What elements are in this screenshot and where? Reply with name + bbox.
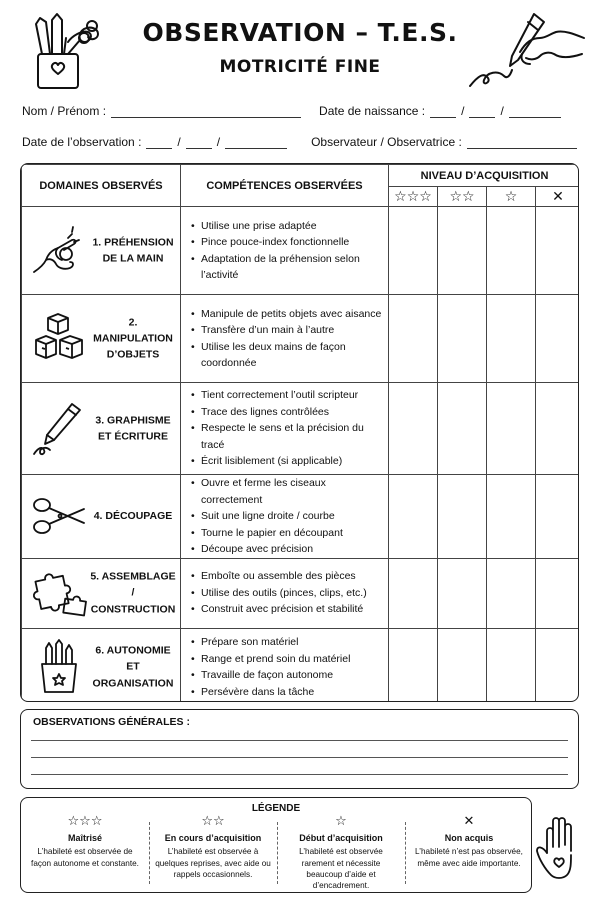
observation-table: [20, 163, 579, 702]
level-cell-beginning[interactable]: [487, 207, 536, 295]
skills-cell: [181, 475, 389, 559]
observer-line[interactable]: [467, 137, 577, 149]
domain-label-line: 2. MANIPULATION: [93, 316, 173, 345]
domain-label-line: ET ÉCRITURE: [97, 430, 168, 443]
level-cell-mastered[interactable]: [389, 475, 438, 559]
legend-item-name: Non acquis: [444, 833, 494, 843]
legend-item-name: Début d’acquisition: [299, 833, 383, 843]
domain-cell: [22, 295, 181, 383]
skills-header: COMPÉTENCES OBSERVÉES: [181, 165, 389, 207]
list-item: • Utilise les deux mains de façon coordonnée: [191, 339, 388, 372]
domain-label: [90, 234, 176, 267]
table-row: [22, 628, 580, 702]
list-item: • Trace des lignes contrôlées: [191, 404, 388, 421]
legend-item-not-acquired: [405, 812, 533, 890]
level-cell-beginning[interactable]: [487, 475, 536, 559]
legend-title: LÉGENDE: [251, 803, 301, 814]
level-cell-beginning[interactable]: [487, 628, 536, 702]
list-item: • Respecte le sens et la précision du tracé: [191, 420, 388, 453]
observation-line[interactable]: [31, 757, 568, 758]
date-separator: /: [216, 135, 221, 149]
domain-cell: [22, 558, 181, 628]
level-cell-mastered[interactable]: [389, 295, 438, 383]
legend-item-beginning: [277, 812, 405, 890]
level-cell-in-progress[interactable]: [438, 475, 487, 559]
level-cell-not-acquired[interactable]: [536, 207, 580, 295]
domain-cell: [22, 207, 181, 295]
level-cell-beginning[interactable]: [487, 558, 536, 628]
puzzle-icon: [30, 564, 88, 622]
observation-line[interactable]: [31, 740, 568, 741]
page-title: OBSERVATION – T.E.S.: [142, 18, 458, 47]
three-stars-icon: ☆☆☆: [67, 813, 103, 828]
list-item: • Écrit lisiblement (si applicable): [191, 453, 388, 470]
level-cell-in-progress[interactable]: [438, 628, 487, 702]
level-header: NIVEAU D’ACQUISITION: [389, 165, 580, 187]
scissors-icon: [30, 487, 88, 545]
name-label: Nom / Prénom :: [22, 104, 107, 118]
birth-date-field[interactable]: [319, 104, 561, 118]
observation-line[interactable]: [31, 774, 568, 775]
name-field[interactable]: [22, 104, 301, 118]
domain-label: [90, 508, 176, 524]
level-cell-in-progress[interactable]: [438, 558, 487, 628]
obs-day-line[interactable]: [146, 137, 172, 149]
observation-date-field[interactable]: [22, 135, 287, 149]
table-row: [22, 558, 580, 628]
identity-row: [22, 104, 582, 118]
birth-year-line[interactable]: [509, 106, 561, 118]
domain-label-line: DE LA MAIN: [102, 252, 164, 265]
legend-box: [20, 797, 532, 893]
legend-item-in-progress: [149, 812, 277, 890]
table-row: [22, 207, 580, 295]
table-row: [22, 383, 580, 475]
domains-header: DOMAINES OBSERVÉS: [22, 165, 181, 207]
table-row: [22, 295, 580, 383]
legend-item-name: En cours d’acquisition: [164, 833, 262, 843]
level-cell-in-progress[interactable]: [438, 295, 487, 383]
skills-cell: [181, 207, 389, 295]
list-item: • Transfère d’un main à l’autre: [191, 322, 388, 339]
domain-label: [90, 569, 176, 618]
observation-date-label: Date de l’observation :: [22, 135, 142, 149]
domain-cell: [22, 628, 181, 702]
level-cell-not-acquired[interactable]: [536, 558, 580, 628]
level-cell-mastered[interactable]: [389, 383, 438, 475]
level-cell-not-acquired[interactable]: [536, 475, 580, 559]
list-item: • Tourne le papier en découpant: [191, 525, 388, 542]
obs-month-line[interactable]: [186, 137, 212, 149]
domain-label: [90, 412, 176, 445]
list-item: • Pince pouce-index fonctionnelle: [191, 234, 388, 251]
two-stars-icon: ☆☆: [201, 813, 225, 828]
list-item: • Tient correctement l’outil scripteur: [191, 387, 388, 404]
level-cell-beginning[interactable]: [487, 383, 536, 475]
pinch-hand-icon: [30, 222, 88, 280]
level-cell-beginning[interactable]: [487, 295, 536, 383]
domain-label: [90, 643, 176, 692]
domain-label-line: 1. PRÉHENSION: [92, 236, 174, 249]
level-cell-mastered[interactable]: [389, 628, 438, 702]
domain-label-line: 6. AUTONOMIE ET: [95, 644, 171, 673]
skills-cell: [181, 383, 389, 475]
observation-row: [22, 135, 582, 149]
level-cell-mastered[interactable]: [389, 207, 438, 295]
list-item: • Ouvre et ferme les ciseaux correctement: [191, 475, 388, 508]
date-separator: /: [177, 135, 181, 149]
name-line[interactable]: [111, 106, 301, 118]
level-in-progress-header: ☆☆: [438, 187, 487, 207]
birth-month-line[interactable]: [469, 106, 495, 118]
level-cell-mastered[interactable]: [389, 558, 438, 628]
legend-item-desc: L’habileté est observée à quelques reprises, avec aide ou rappels occasionnels.: [155, 847, 271, 880]
domain-label-line: ORGANISATION: [92, 677, 174, 690]
legend-item-desc: L’habileté est observée de façon autonome et constante.: [31, 847, 139, 868]
list-item: • Utilise des outils (pinces, clips, etc.): [191, 585, 388, 602]
legend-item-name: Maîtrisé: [67, 833, 102, 843]
legend-item-desc: L’habileté n’est pas observée, même avec aide importante.: [415, 847, 523, 868]
domain-cell: [22, 475, 181, 559]
list-item: • Persévère dans la tâche: [191, 684, 388, 701]
level-mastered-header: ☆☆☆: [389, 187, 438, 207]
pencil-cup-icon: [30, 638, 88, 696]
birth-date-label: Date de naissance :: [319, 104, 426, 118]
page-subtitle: MOTRICITÉ FINE: [219, 57, 381, 77]
obs-year-line[interactable]: [225, 137, 287, 149]
domain-label-line: CONSTRUCTION: [90, 603, 176, 616]
skills-cell: [181, 628, 389, 702]
domain-label-line: 5. ASSEMBLAGE /: [90, 570, 176, 599]
general-observations-box[interactable]: [20, 709, 579, 789]
list-item: • Adaptation de la préhension selon l’activité: [191, 251, 388, 284]
domain-label-line: 4. DÉCOUPAGE: [93, 510, 173, 523]
skills-cell: [181, 558, 389, 628]
list-item: • Construit avec précision et stabilité: [191, 601, 388, 618]
writing-hand-icon: [462, 8, 587, 93]
list-item: • Emboîte ou assemble des pièces: [191, 568, 388, 585]
general-observations-title: OBSERVATIONS GÉNÉRALES :: [33, 716, 190, 728]
domain-label: [90, 314, 176, 363]
domain-cell: [22, 383, 181, 475]
cross-icon: ✕: [463, 813, 475, 828]
pencil-icon: [30, 400, 88, 458]
birth-day-line[interactable]: [430, 106, 456, 118]
header: [0, 0, 600, 95]
list-item: • Travaille de façon autonome: [191, 667, 388, 684]
legend-item-desc: L’habileté est observée rarement et nécessite beaucoup d’aide et d’encadrement.: [299, 847, 383, 891]
level-cell-in-progress[interactable]: [438, 207, 487, 295]
legend-item-mastered: [21, 812, 149, 890]
list-item: • Utilise une prise adaptée: [191, 218, 388, 235]
domain-label-line: 3. GRAPHISME: [95, 414, 171, 427]
observer-field[interactable]: [311, 135, 577, 149]
star-icon: ☆: [335, 813, 347, 828]
date-separator: /: [461, 104, 465, 118]
level-cell-not-acquired[interactable]: [536, 295, 580, 383]
domain-label-line: D’OBJETS: [106, 348, 160, 361]
hand-heart-icon: [535, 813, 587, 883]
date-separator: /: [500, 104, 504, 118]
list-item: • Découpe avec précision: [191, 541, 388, 558]
list-item: • Range et prend soin du matériel: [191, 651, 388, 668]
blocks-icon: [30, 310, 88, 368]
level-cell-in-progress[interactable]: [438, 383, 487, 475]
level-cell-not-acquired[interactable]: [536, 383, 580, 475]
skills-cell: [181, 295, 389, 383]
list-item: • Suit une ligne droite / courbe: [191, 508, 388, 525]
list-item: • Prépare son matériel: [191, 634, 388, 651]
level-beginning-header: ☆: [487, 187, 536, 207]
observer-label: Observateur / Observatrice :: [311, 135, 462, 149]
list-item: • Manipule de petits objets avec aisance: [191, 306, 388, 323]
table-row: [22, 475, 580, 559]
level-not-acquired-header: ✕: [536, 187, 580, 207]
level-cell-not-acquired[interactable]: [536, 628, 580, 702]
